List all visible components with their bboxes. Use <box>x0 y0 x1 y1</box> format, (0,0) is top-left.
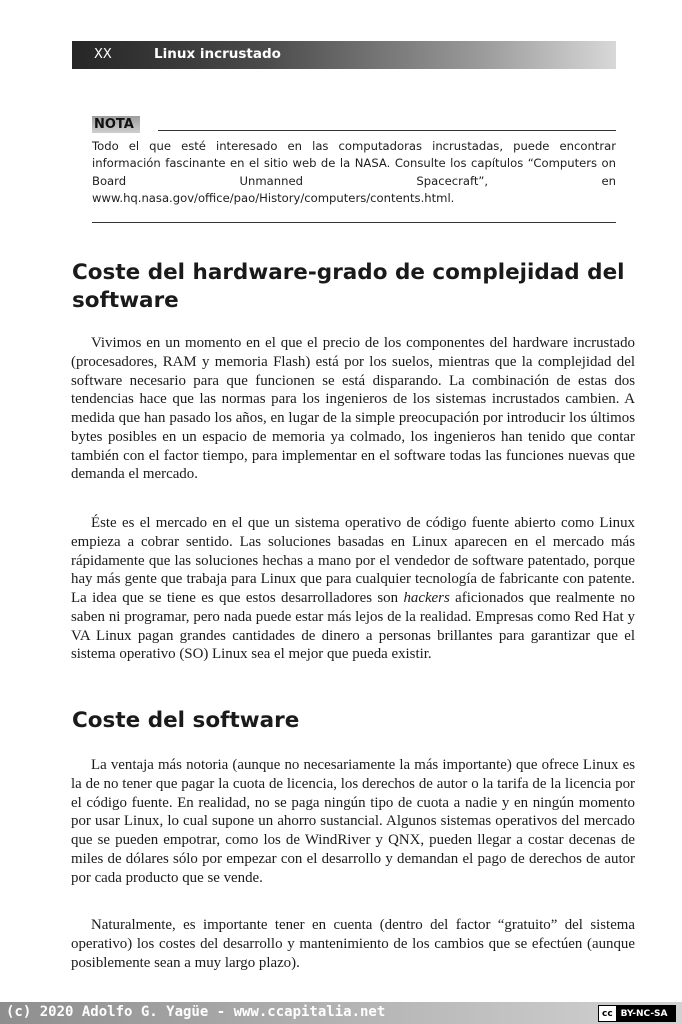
footer-bar <box>0 1002 682 1024</box>
page-number: XX <box>94 47 112 62</box>
chapter-title: Linux incrustado <box>154 46 281 62</box>
copyright-notice: (c) 2020 Adolfo G. Yagüe - www.ccapitalia.net <box>6 1004 386 1020</box>
paragraph: Naturalmente, es importante tener en cuenta (dentro del factor “gratuito” del sistema operativo) los costes del desarrollo y mantenimiento de los cambios que se efectúen (aunque posiblemente sean a muy largo plazo). <box>71 917 635 971</box>
running-header <box>72 41 616 69</box>
emphasis-hackers: hackers <box>403 590 450 606</box>
note-label: NOTA <box>92 116 140 133</box>
paragraph-text: Éste es el mercado en el que un sistema operativo de código fuente abierto como Linux empieza a cobrar sentido. Las soluciones basadas en Linux aparecen en el mercado más rápidamente que las soluciones hechas a mano por el vendedor de software patentado, porque hay más gente que trabaja para Linux que para cualquier tecnología de fabricante con patente. La idea que se tiene es que estos desarrolladores son <box>71 515 635 606</box>
section-heading-software-cost: Coste del software <box>72 708 300 733</box>
note-bottom-rule <box>92 222 616 223</box>
paragraph: La ventaja más notoria (aunque no necesariamente la más importante) que ofrece Linux es la de no tener que pagar la cuota de licencia, los derechos de autor o la tarifa de la licencia por el código fuente. En realidad, no se paga ningún tipo de cuota a nadie y en ningún momento por usar Linux, lo cual supone un ahorro sustancial. Algunos sistemas operativos del mercado que se pueden empotrar, como los de WindRiver y QNX, pueden llegar a costar decenas de miles de dólares sólo por empezar con el desarrollo y demandan el pago de derechos de autor por cada producto que se vende. <box>71 757 635 886</box>
section-heading-hardware-cost: Coste del hardware-grado de complejidad del software <box>72 260 625 313</box>
note-box <box>92 112 616 207</box>
paragraph: Vivimos en un momento en el que el precio de los componentes del hardware incrustado (procesadores, RAM y memoria Flash) está por los suelos, mientras que la complejidad del software necesario para que funcionen se está disparando. La combinación de estas dos tendencias hace que las normas para los ingenieros de los sistemas incrustados cambien. A medida que han pasado los años, en lugar de la simple preocupación por introducir los últimos bytes posibles en un espacio de memoria ya colmado, los ingenieros han tenido que contar también con el factor tiempo, para implementar en el software todas las funciones nuevas que demanda el mercado. <box>71 335 635 483</box>
cc-license-badge[interactable] <box>598 1005 676 1022</box>
license-terms: BY-NC-SA <box>617 1006 675 1021</box>
paragraph <box>71 514 635 664</box>
paragraph-text: aficionados que realmente no saben ni programar, pero nada puede estar más lejos de la realidad. Empresas como Red Hat y VA Linux pagan grandes cantidades de dinero a personas brillantes para garantizar que el sistema operativo (SO) Linux sea el mejor que pueda existir. <box>71 590 635 663</box>
note-text: Todo el que esté interesado en las computadoras incrustadas, puede encontrar información fascinante en el sitio web de la NASA. Consulte los capítulos “Computers on Board Unmanned Spacecraft”, en www.hq.nasa.gov/office/pao/History/computers/contents.html. <box>92 139 616 205</box>
creative-commons-icon: cc <box>599 1006 617 1021</box>
note-top-rule <box>158 130 616 131</box>
